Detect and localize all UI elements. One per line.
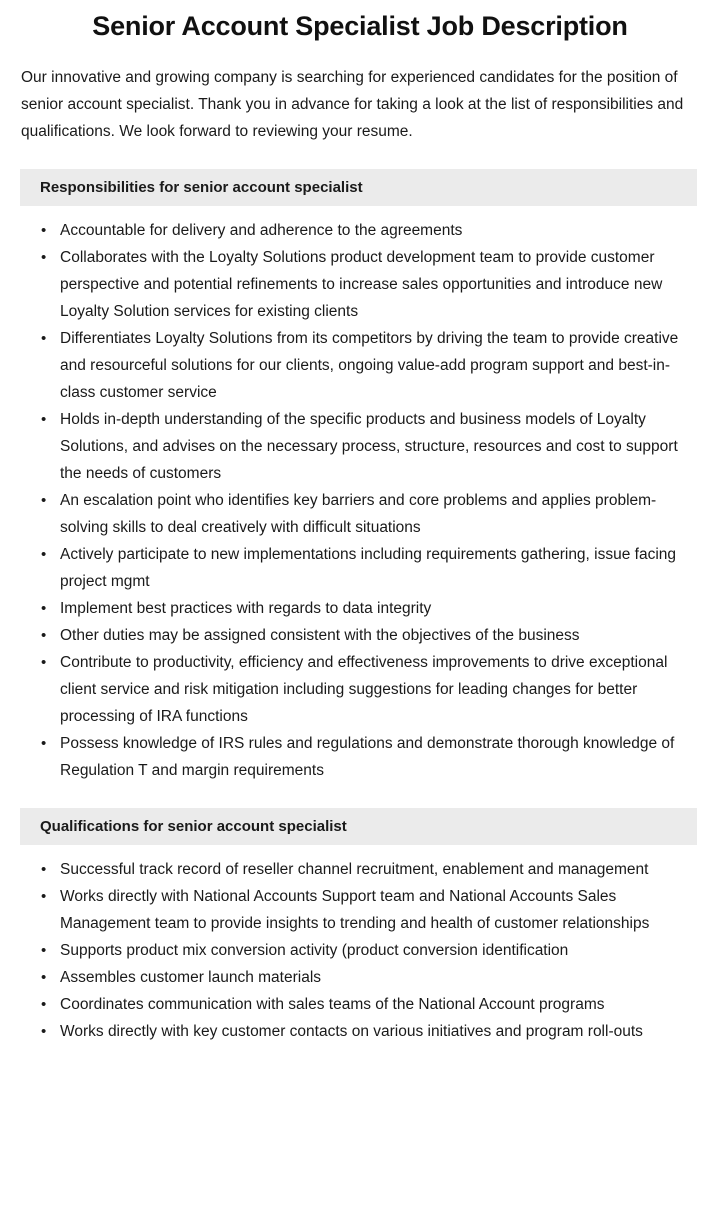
list-item: • Contribute to productivity, efficiency and effectiveness improvements to drive exceptional client service and risk mitigation including suggestions for leading changes for better processing of IRA functions <box>0 649 696 730</box>
spacer <box>0 206 720 217</box>
list-item: • Actively participate to new implementations including requirements gathering, issue facing project mgmt <box>0 541 696 595</box>
list-item: • Possess knowledge of IRS rules and regulations and demonstrate thorough knowledge of Regulation T and margin requirements <box>0 730 696 784</box>
spacer <box>0 145 720 169</box>
list-item: • Works directly with National Accounts Support team and National Accounts Sales Management team to provide insights to trending and health of customer relationships <box>0 883 696 937</box>
page-title: Senior Account Specialist Job Description <box>92 11 628 41</box>
section-heading-responsibilities: Responsibilities for senior account specialist <box>20 169 697 206</box>
list-item: • Collaborates with the Loyalty Solutions product development team to provide customer perspective and potential refinements to increase sales opportunities and introduce new Loyalty Solution services for existing clients <box>0 244 696 325</box>
qualifications-list <box>0 856 720 1045</box>
list-item: • Holds in-depth understanding of the specific products and business models of Loyalty Solutions, and advises on the necessary process, structure, resources and cost to support the needs of customers <box>0 406 696 487</box>
spacer <box>0 1045 720 1073</box>
spacer <box>0 784 720 808</box>
section-qualifications <box>0 784 720 1045</box>
list-item: • Other duties may be assigned consistent with the objectives of the business <box>0 622 696 649</box>
list-item: • An escalation point who identifies key barriers and core problems and applies problem-solving skills to deal creatively with difficult situations <box>0 487 696 541</box>
list-item: • Accountable for delivery and adherence to the agreements <box>0 217 696 244</box>
spacer <box>0 845 720 856</box>
responsibilities-list <box>0 217 720 784</box>
list-item: • Works directly with key customer contacts on various initiatives and program roll-outs <box>0 1018 696 1045</box>
list-item: • Assembles customer launch materials <box>0 964 696 991</box>
list-item: • Supports product mix conversion activity (product conversion identification <box>0 937 696 964</box>
section-responsibilities <box>0 145 720 784</box>
list-item: • Coordinates communication with sales teams of the National Account programs <box>0 991 696 1018</box>
section-heading-qualifications: Qualifications for senior account specialist <box>20 808 697 845</box>
intro-paragraph: Our innovative and growing company is searching for experienced candidates for the position of senior account specialist. Thank you in advance for taking a look at the list of responsibilities and qualifications. We look forward to reviewing your resume. <box>21 69 684 140</box>
list-item: • Successful track record of reseller channel recruitment, enablement and management <box>0 856 696 883</box>
list-item: • Differentiates Loyalty Solutions from its competitors by driving the team to provide creative and resourceful solutions for our clients, ongoing value-add program support and best-in-class customer service <box>0 325 696 406</box>
list-item: • Implement best practices with regards to data integrity <box>0 595 696 622</box>
